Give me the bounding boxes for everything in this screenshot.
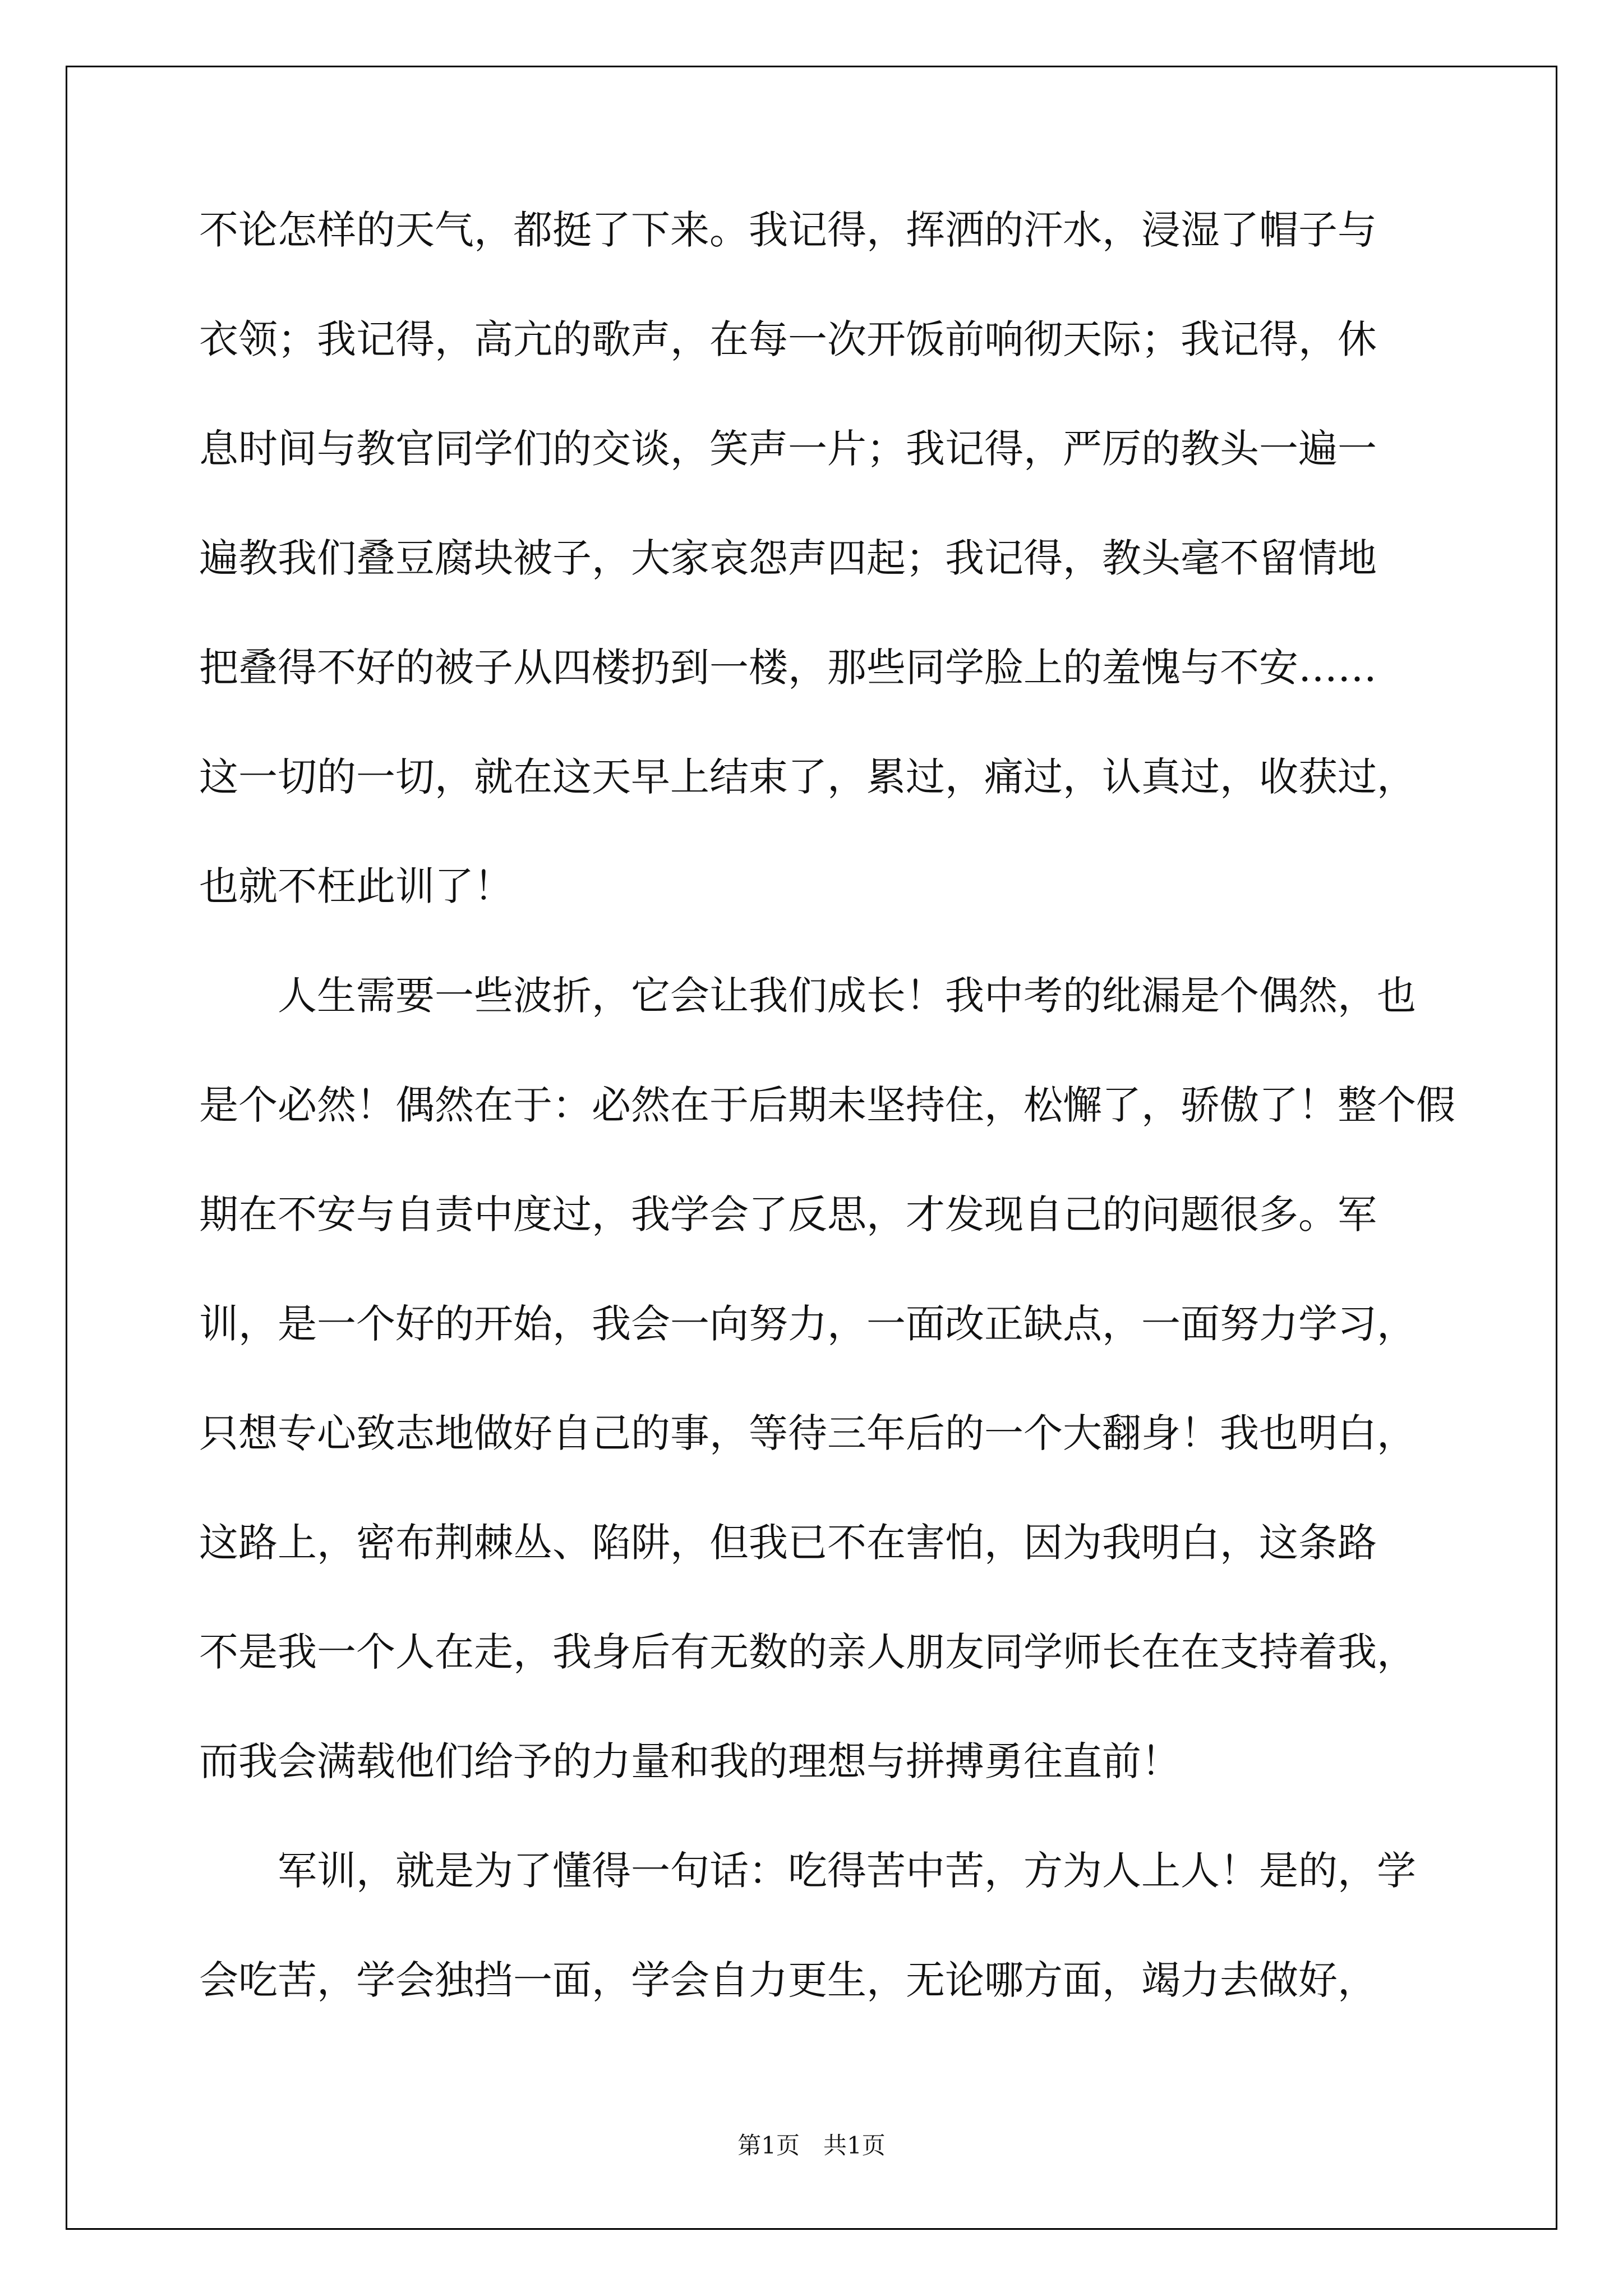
text-line: 人生需要一些波折，它会让我们成长！我中考的纰漏是个偶然，也 (199, 973, 1416, 1019)
text-line: 期在不安与自责中度过，我学会了反思，才发现自己的问题很多。军 (199, 1191, 1377, 1237)
text-line: 会吃苦，学会独挡一面，学会自力更生，无论哪方面，竭力去做好， (199, 1957, 1377, 2003)
text-line: 是个必然！偶然在于：必然在于后期未坚持住，松懈了，骄傲了！整个假 (199, 1082, 1455, 1128)
text-line: 不论怎样的天气，都挺了下来。我记得，挥洒的汗水，浸湿了帽子与 (199, 207, 1377, 253)
text-line: 这路上，密布荆棘丛、陷阱，但我已不在害怕，因为我明白，这条路 (199, 1520, 1377, 1566)
text-line: 衣领；我记得，高亢的歌声，在每一次开饭前响彻天际；我记得，休 (199, 316, 1377, 362)
text-line: 不是我一个人在走，我身后有无数的亲人朋友同学师长在在支持着我， (199, 1629, 1416, 1675)
page-footer: 第1页 共1页 (737, 2132, 886, 2159)
text-line: 这一切的一切，就在这天早上结束了，累过，痛过，认真过，收获过， (199, 754, 1416, 800)
text-line: 息时间与教官同学们的交谈，笑声一片；我记得，严厉的教头一遍一 (199, 426, 1377, 472)
text-line: 也就不枉此训了！ (199, 863, 513, 909)
document-body (199, 207, 1455, 2070)
text-line: 遍教我们叠豆腐块被子，大家哀怨声四起；我记得，教头毫不留情地 (199, 535, 1377, 581)
text-line: 军训，就是为了懂得一句话：吃得苦中苦，方为人上人！是的，学 (199, 1848, 1416, 1894)
text-line: 只想专心致志地做好自己的事，等待三年后的一个大翻身！我也明白， (199, 1410, 1416, 1456)
text-line: 把叠得不好的被子从四楼扔到一楼，那些同学脸上的羞愧与不安…… (199, 645, 1377, 691)
text-line: 训，是一个好的开始，我会一向努力，一面改正缺点，一面努力学习， (199, 1301, 1416, 1347)
text-line: 而我会满载他们给予的力量和我的理想与拼搏勇往直前！ (199, 1738, 1181, 1784)
